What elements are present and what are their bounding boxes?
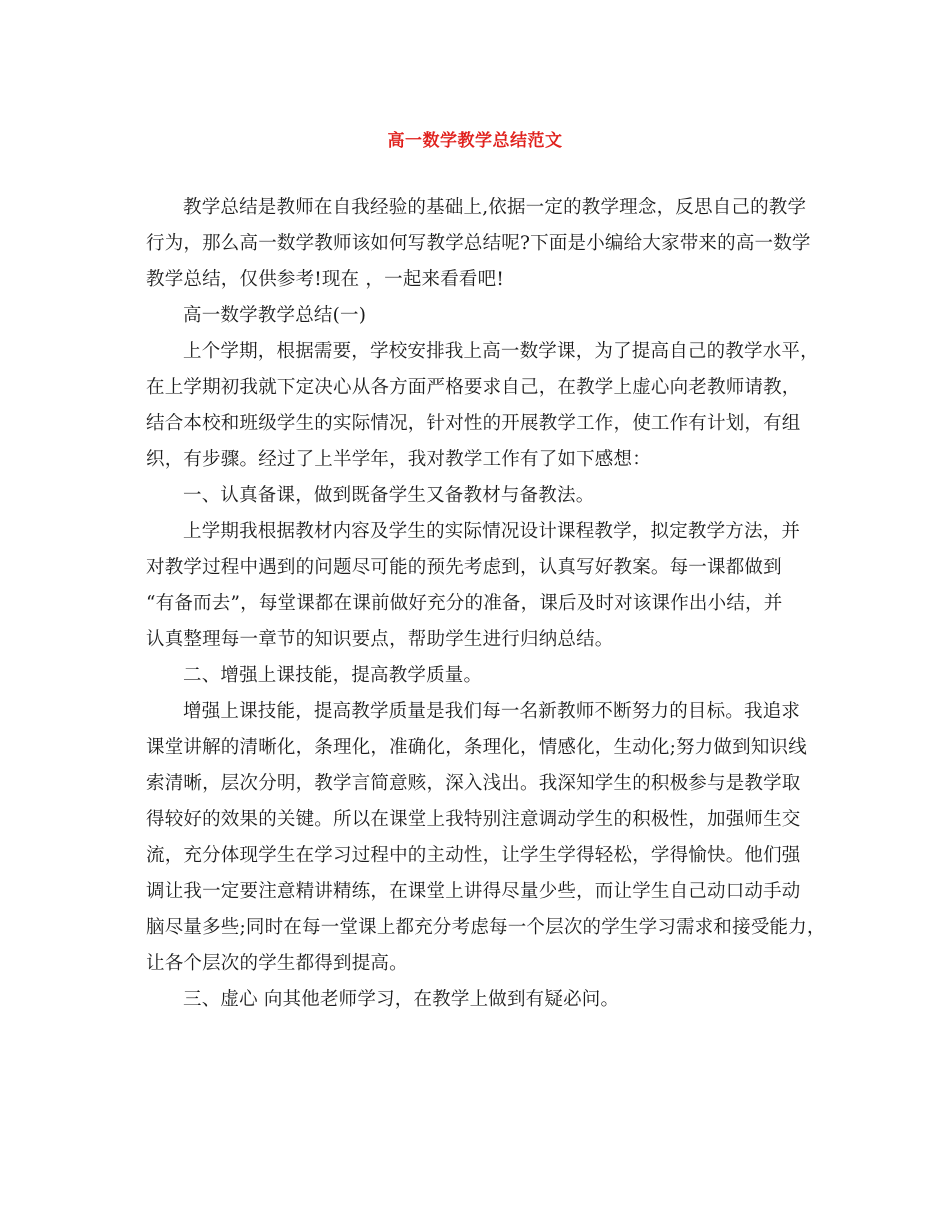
paragraph-line: 结合本校和班级学生的实际情况，针对性的开展教学工作，使工作有计划，有组 — [146, 413, 801, 434]
paragraph-line: 行为，那么高一数学教师该如何写教学总结呢?下面是小编给大家带来的高一数学 — [146, 233, 811, 254]
paragraph-line: 课堂讲解的清晰化，条理化，准确化，条理化，情感化，生动化;努力做到知识线 — [146, 737, 807, 758]
paragraph-line: 增强上课技能，提高教学质量是我们每一名新教师不断努力的目标。我追求 — [183, 701, 801, 722]
paragraph-line: “有备而去”，每堂课都在课前做好充分的准备，课后及时对该课作出小结，并 — [146, 593, 783, 614]
paragraph-line: 流，充分体现学生在学习过程中的主动性，让学生学得轻松，学得愉快。他们强 — [146, 845, 801, 866]
section-heading: 一、认真备课，做到既备学生又备教材与备教法。 — [183, 485, 595, 506]
paragraph-line: 让各个层次的学生都得到提高。 — [146, 953, 408, 974]
paragraph-line: 上学期我根据教材内容及学生的实际情况设计课程教学，拟定教学方法，并 — [183, 521, 801, 542]
section-heading: 三、虚心 向其他老师学习，在教学上做到有疑必问。 — [183, 989, 620, 1010]
paragraph-line: 织，有步骤。经过了上半学年，我对教学工作有了如下感想： — [146, 449, 651, 470]
paragraph-line: 索清晰，层次分明，教学言简意赅，深入浅出。我深知学生的积极参与是教学取 — [146, 773, 801, 794]
paragraph-line: 认真整理每一章节的知识要点，帮助学生进行归纳总结。 — [146, 629, 614, 650]
paragraph-line: 上个学期，根据需要，学校安排我上高一数学课，为了提高自己的教学水平， — [183, 341, 819, 362]
section-heading: 高一数学教学总结(一) — [183, 305, 367, 326]
paragraph-line: 调让我一定要注意精讲精练，在课堂上讲得尽量少些，而让学生自己动口动手动 — [146, 881, 801, 902]
document-title: 高一数学教学总结范文 — [387, 131, 563, 151]
paragraph-line: 教学总结是教师在自我经验的基础上,依据一定的教学理念，反思自己的教学 — [183, 197, 807, 218]
paragraph-line: 在上学期初我就下定决心从各方面严格要求自己，在教学上虚心向老教师请教， — [146, 377, 801, 398]
section-heading: 二、增强上课技能，提高教学质量。 — [183, 665, 483, 686]
paragraph-line: 得较好的效果的关键。所以在课堂上我特别注意调动学生的积极性，加强师生交 — [146, 809, 801, 830]
paragraph-line: 教学总结，仅供参考!现在 ，一起来看看吧! — [146, 269, 504, 290]
paragraph-line: 对教学过程中遇到的问题尽可能的预先考虑到，认真写好教案。每一课都做到 — [146, 557, 782, 578]
paragraph-line: 脑尽量多些;同时在每一堂课上都充分考虑每一个层次的学生学习需求和接受能力， — [146, 917, 826, 938]
